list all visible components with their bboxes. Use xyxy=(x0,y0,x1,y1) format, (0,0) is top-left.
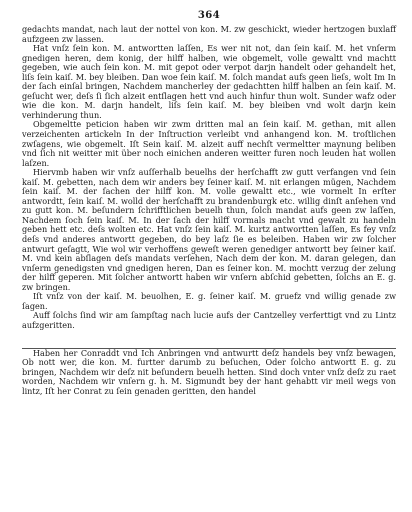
page-number: 364 xyxy=(197,10,221,21)
section-gap xyxy=(22,331,396,348)
paragraph: Obgemeltte peticion haben wir zwm dritten mal an ſein kaiſ. M. gethan, mit allen verzeichenten artickeln In der Inſtruction verleibt vnd anhangend kon. M. troſtlichen zwſagens, wie obgemelt. Iſt Sein kaiſ. M. alzeit auff nechſt vermeltter maynung beliben vnd ſich nit weitter mit über noch einichen anderen weitter furen noch leuden hat wollen laſzen. xyxy=(22,119,396,168)
paragraph: Haben her Conraddt vnd Ich Anbringen vnd antwurtt deſz handels bey vnſz bewagen, Ob nott wer, die kon. M. furtter darumb zu beſuchen, Oder ſolcho antwortt E. g. zu bringen, Nachdem wir deſz nit beſundern beuelh hetten. Sind doch vnter vnſz deſz zu raet worden, Nachdem wir vnſern g. h. M. Sigmundt bey der hant gehabtt vir meil wegs von lintz, Iſt her Conrat zu ſein genaden geritten, den handel xyxy=(22,347,396,396)
paragraph: gedachts mandat, nach laut der nottel von kon. M. zw geschickt, wieder hertzogen buxlaff aufzgeen zw lassen. xyxy=(22,24,396,44)
section-1 xyxy=(22,25,396,331)
paragraph: Hiervmb haben wir vnſz auſſerhalb beuelhs der herſchafft zw gutt verfangen vnd ſein kaiſ. M. gebetten, nach dem wir anders bey ſeiner kaiſ. M. nit erlangen mügen, Nachdem ſein kaiſ. M. der ſachen der hilff kon. M. volle gewaltt etc., wie vormelt In erſter antwordtt, ſein kaiſ. M. wolld der herſchafft zu brandenburgk etc. willig dinſt anſehen vnd zu gutt kon. M. beſundern ſchrifftlichen beuelh thun, ſolch mandat aufs geen zw laſſen, Nachdem ſoch ſein kaiſ. M. In der ſach der hilff vormals macht vnd gewalt zu handeln geben hett etc. deſs wolten etc. Hat vnſz ſein kaiſ. M. kurtz antwortten laſſen, Es fey vnſz deſs vnd anderes antwortt gegeben, do bey laſz ſie es beleiben. Haben wir zw ſolcher antwurt geſagtt, Wie wol wir verhoffens geweſt weren genediger antwortt bey ſeiner kaiſ. M. vnd kein abſlagen deſs mandats verſehen, Nach dem der kon. M. daran gelegen, dan vnſerm genedigsten vnd gnedigen heren, Dan es ſeiner kon. M. mochtt verzug der zelung der hilff geperen. Mit ſolcher antwortt haben wir vnſern abſchid gebetten, ſolchs an E. g. zw bringen. xyxy=(22,167,396,292)
section-2 xyxy=(22,349,396,397)
paragraph: Hat vnſz ſein kon. M. antwortten laſſen, Es wer nit not, dan ſein kaiſ. M. het vnſerm gnedigen heren, dem konig, der hilff halben, wie obgemelt, volle gewaltt vnd machtt gegeben, wie auch ſein kon. M. mit gepot oder verpot darjn handelt oder gehandelt het, liſs ſein kaiſ. M. bey bleiben. Dan woe ſein kaiſ. M. ſolch mandat aufs geen lieſs, wolt Im In der ſach einſal bringen, Nachdem mancherley der gedachtten hilff halben an ſein kaiſ. M. geſucht wer, deſs ſi ſich alzeit entſlagen hett vnd auch hinfur thun wolt. Sunder wafz oder wie die kon. M. darjn handelt, liſs ſein kaiſ. M. bey bleiben vnd wolt darjn kein verhinderung thun. xyxy=(22,43,396,120)
paragraph: Auff ſolchs ſind wir am ſampſtag nach lucie aufs der Cantzelley verferttigt vnd zu Lintz aufzgeritten. xyxy=(22,310,396,330)
document-page xyxy=(22,10,396,396)
paragraph: Iſt vnſz von der kaiſ. M. beuolhen, E. g. ſeiner kaiſ. M. gruefz vnd willig genade zw ſagen. xyxy=(22,291,396,311)
